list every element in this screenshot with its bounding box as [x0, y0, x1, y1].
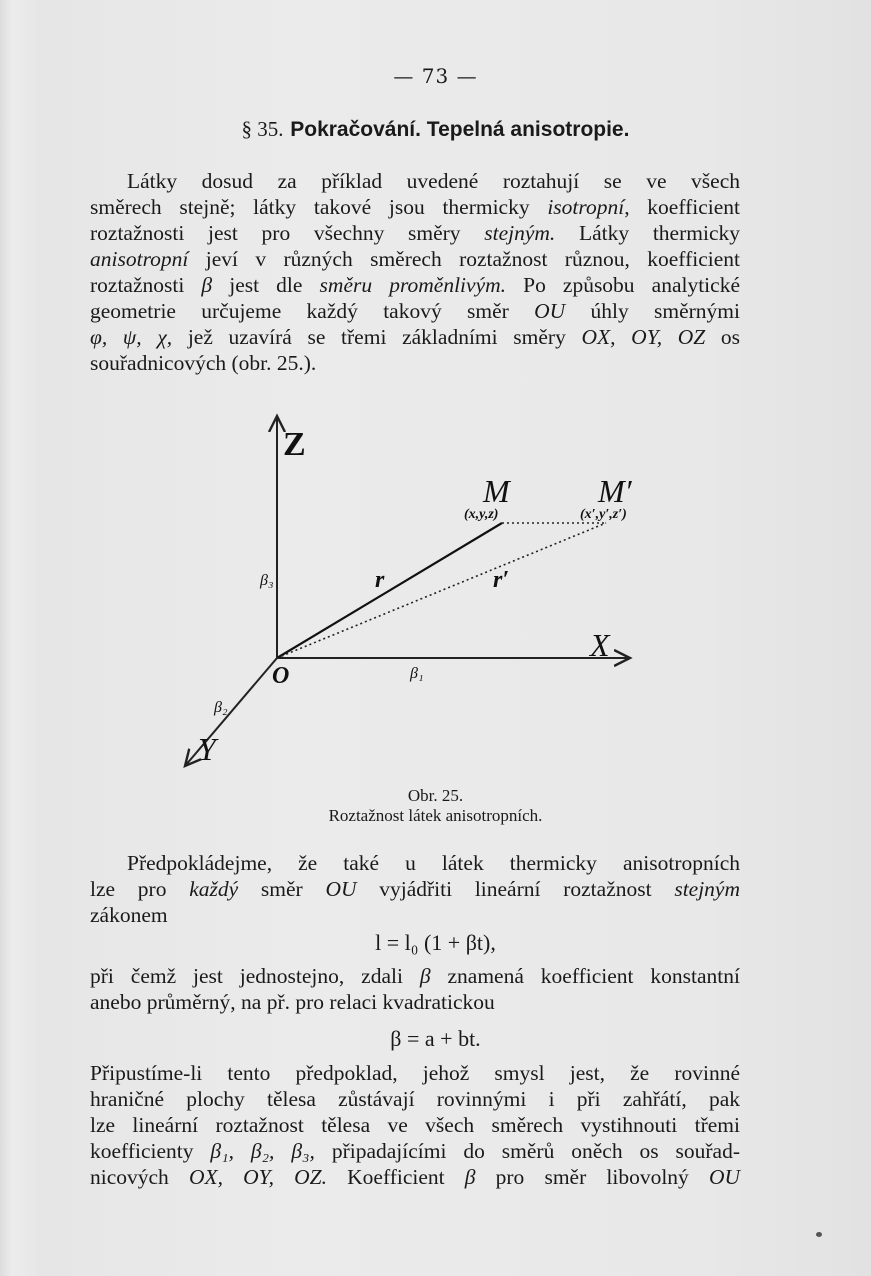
text-line: nicových OX, OY, OZ. Koefficient β pro směr libovolný OU: [90, 1165, 740, 1189]
section-title: Pokračování. Tepelná anisotropie.: [290, 118, 630, 141]
paragraph-2: [90, 850, 740, 928]
text-line: při čemž jest jednostejno, zdali β znamená koefficient konstantní: [90, 964, 740, 988]
caption-text: Roztažnost látek anisotropních.: [328, 806, 543, 825]
text-line: koefficienty β₁, β₂, β₃, připadajícími do směrů oněch os souřad-: [90, 1139, 740, 1163]
text-line: lze lineární roztažnost tělesa ve všech směrech vystihnouti třemi: [90, 1113, 740, 1137]
text-line: Látky dosud za příklad uvedené roztahují se ve všech: [127, 169, 740, 193]
text-line: anisotropní jeví v různých směrech roztažnost různou, koefficient: [90, 247, 740, 271]
label-r: r: [375, 567, 385, 593]
label-m: M: [483, 473, 510, 509]
text-line: roztažnosti β jest dle směru proměnlivým. Po způsobu analytické: [90, 273, 740, 297]
paragraph-1: [90, 168, 740, 376]
text-line: souřadnicových (obr. 25.).: [90, 351, 317, 375]
vector-r: [277, 523, 502, 658]
label-m-prime: M′: [598, 473, 632, 509]
formula-beta-quadratic: β = a + bt.: [390, 1026, 481, 1051]
section-heading: [0, 117, 871, 142]
section-number: § 35.: [241, 117, 284, 141]
coordinate-diagram: [170, 400, 650, 780]
text-line: φ, ψ, χ, jež uzavírá se třemi základními směry OX, OY, OZ os: [90, 325, 740, 349]
text-line: směrech stejně; látky takové jsou thermicky isotropní, koefficient: [90, 195, 741, 219]
text-line: geometrie určujeme každý takový směr OU úhly směrnými: [90, 299, 740, 323]
label-m-coords: (x,y,z): [464, 507, 499, 522]
text-line: Předpokládejme, že také u látek thermicky anisotropních: [127, 851, 740, 875]
vector-r-prime: [277, 523, 606, 658]
figure-25-diagram: [170, 400, 650, 780]
label-beta2: β₂: [214, 699, 228, 716]
formula-linear-expansion: l = l₀ (1 + βt),: [375, 930, 496, 955]
caption-number: Obr. 25.: [407, 786, 464, 805]
label-beta1: β₁: [410, 665, 424, 682]
scan-speck: [816, 1232, 822, 1237]
label-x: X: [590, 627, 610, 663]
paragraph-3: [90, 963, 740, 1015]
text-line: anebo průměrný, na př. pro relaci kvadratickou: [90, 990, 495, 1014]
label-z: Z: [283, 426, 306, 463]
text-line: Připustíme-li tento předpoklad, jehož smysl jest, že rovinné: [90, 1061, 740, 1085]
page-number: — 73 —: [393, 64, 478, 88]
label-beta3: β₃: [260, 572, 274, 589]
label-y: Y: [198, 731, 216, 767]
text-line: lze pro každý směr OU vyjádřiti lineární roztažnost stejným: [90, 877, 741, 901]
text-line: zákonem: [90, 903, 168, 927]
figure-caption: [0, 786, 871, 826]
label-origin: O: [272, 663, 290, 689]
paragraph-4: [90, 1060, 740, 1190]
text-line: roztažnosti jest pro všechny směry stejným. Látky thermicky: [90, 221, 740, 245]
label-r-prime: r′: [493, 567, 510, 593]
text-line: hraničné plochy tělesa zůstávají rovinnými i při zahřátí, pak: [90, 1087, 740, 1111]
label-m-prime-coords: (x′,y′,z′): [580, 507, 627, 522]
